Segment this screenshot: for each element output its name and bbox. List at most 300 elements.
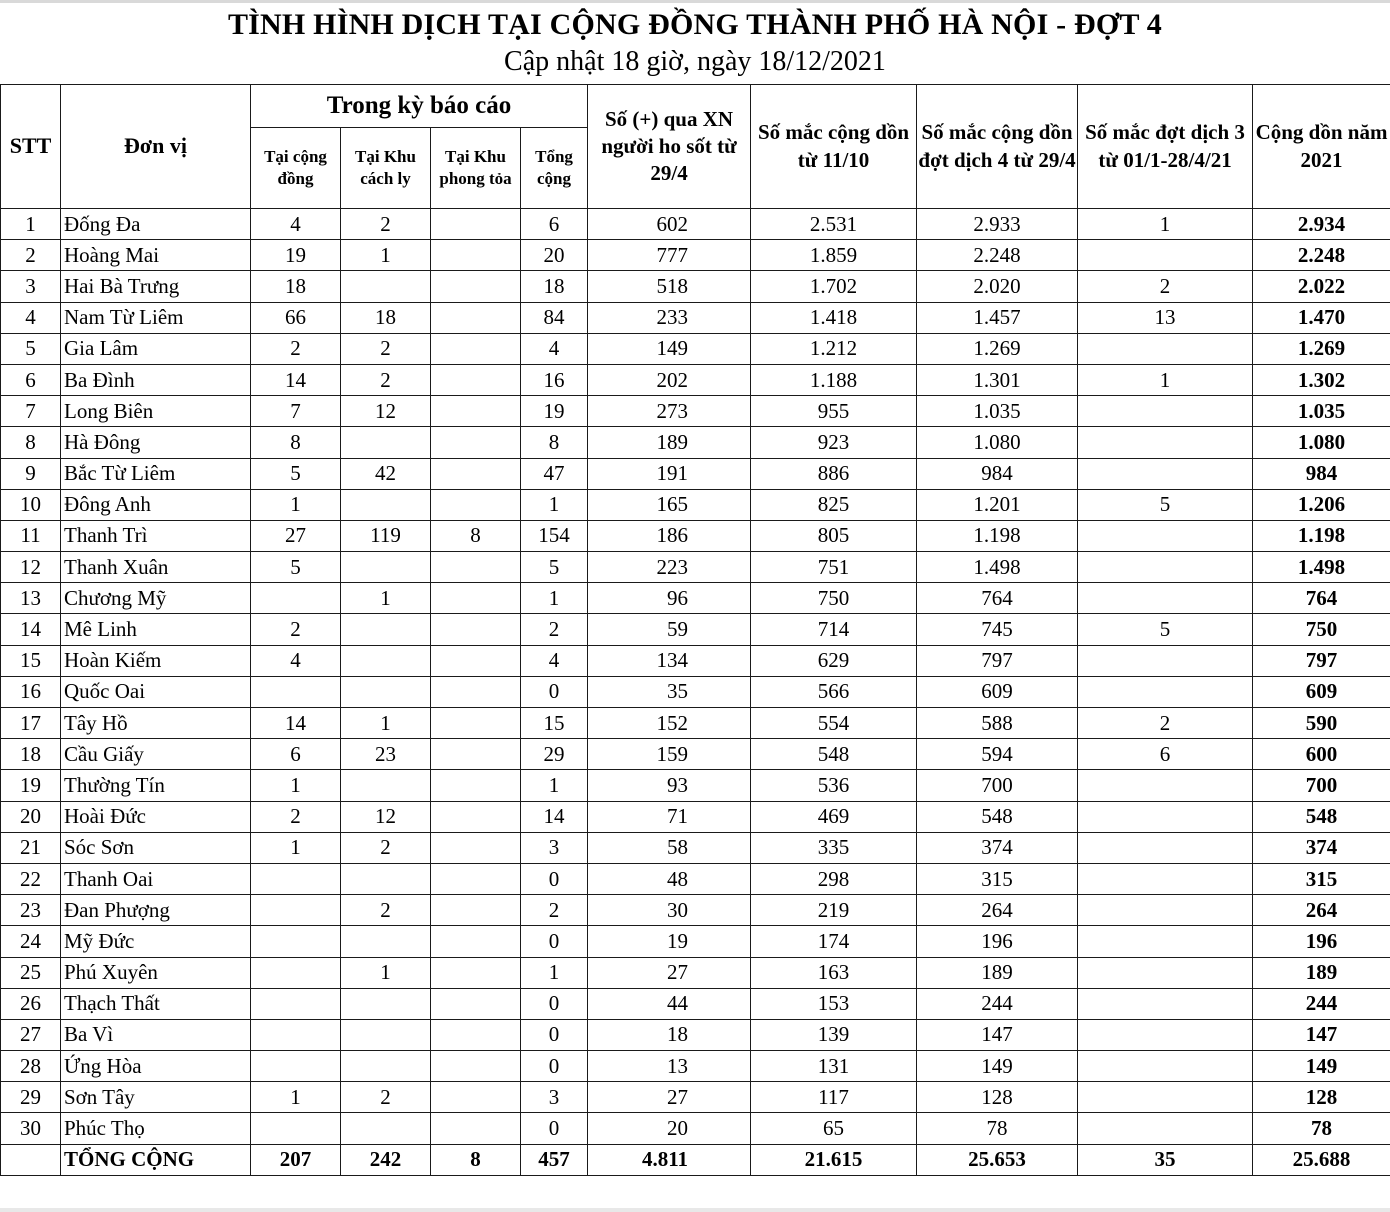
cell-tai-khu-cach-ly: 119 (341, 520, 431, 551)
cell-stt: 13 (1, 583, 61, 614)
cell-tai-khu-phong-toa (431, 926, 521, 957)
cell-stt: 29 (1, 1082, 61, 1113)
cell-cong-don-2021: 149 (1253, 1051, 1390, 1082)
cell-so-mac-dot-3 (1078, 988, 1253, 1019)
cell-tai-cong-dong: 8 (251, 427, 341, 458)
cell-tai-khu-phong-toa (431, 333, 521, 364)
cell-tai-cong-dong: 66 (251, 302, 341, 333)
cell-tai-khu-cach-ly: 12 (341, 801, 431, 832)
cell-stt: 15 (1, 645, 61, 676)
table-row (1, 1082, 1390, 1113)
header-tai-khu-phong-toa: Tại Khu phong tỏa (431, 128, 521, 209)
cell-so-mac-dot-4: 2.933 (917, 209, 1078, 240)
cell-so-duong-tinh-xn: 20 (588, 1113, 751, 1144)
table-header (1, 85, 1390, 209)
cell-tai-khu-cach-ly: 2 (341, 895, 431, 926)
cell-cong-don-2021: 2.248 (1253, 240, 1390, 271)
total-tai-cong-dong: 207 (251, 1144, 341, 1175)
cell-district-name: Đông Anh (61, 489, 251, 520)
bottom-edge (0, 1208, 1390, 1212)
header-tong-cong: Tổng cộng (521, 128, 588, 209)
table-row (1, 1051, 1390, 1082)
cell-tai-cong-dong (251, 676, 341, 707)
cell-cong-don-2021: 147 (1253, 1019, 1390, 1050)
cell-so-mac-dot-4: 264 (917, 895, 1078, 926)
cell-so-mac-dot-4: 78 (917, 1113, 1078, 1144)
cell-so-mac-dot-3 (1078, 240, 1253, 271)
cell-stt: 1 (1, 209, 61, 240)
cell-so-duong-tinh-xn: 223 (588, 552, 751, 583)
cell-tong-cong: 1 (521, 489, 588, 520)
cell-stt: 14 (1, 614, 61, 645)
cell-cong-don-2021: 609 (1253, 676, 1390, 707)
cell-so-duong-tinh-xn: 602 (588, 209, 751, 240)
cell-tong-cong: 0 (521, 1051, 588, 1082)
cell-so-mac-tu-11-10: 335 (751, 832, 917, 863)
cell-tong-cong: 1 (521, 770, 588, 801)
cell-tong-cong: 0 (521, 676, 588, 707)
cell-tai-khu-phong-toa (431, 708, 521, 739)
cell-tai-khu-phong-toa (431, 988, 521, 1019)
table-row (1, 333, 1390, 364)
table-row (1, 458, 1390, 489)
cell-tai-cong-dong: 1 (251, 1082, 341, 1113)
table-row (1, 427, 1390, 458)
cell-so-mac-dot-4: 797 (917, 645, 1078, 676)
cell-district-name: Bắc Từ Liêm (61, 458, 251, 489)
cell-so-mac-dot-3 (1078, 1051, 1253, 1082)
cell-stt: 16 (1, 676, 61, 707)
table-row (1, 271, 1390, 302)
cell-so-mac-dot-3 (1078, 863, 1253, 894)
cell-stt: 10 (1, 489, 61, 520)
cell-tai-khu-phong-toa (431, 552, 521, 583)
cell-so-mac-dot-3 (1078, 1113, 1253, 1144)
cell-so-mac-tu-11-10: 65 (751, 1113, 917, 1144)
cell-so-mac-dot-3 (1078, 583, 1253, 614)
page-title: TÌNH HÌNH DỊCH TẠI CỘNG ĐỒNG THÀNH PHỐ HÀ NỘI - ĐỢT 4 (227, 8, 1163, 41)
cell-stt: 8 (1, 427, 61, 458)
cell-so-duong-tinh-xn: 202 (588, 364, 751, 395)
table-row (1, 801, 1390, 832)
cell-tai-khu-phong-toa (431, 770, 521, 801)
cell-tai-khu-cach-ly: 23 (341, 739, 431, 770)
cell-tong-cong: 15 (521, 708, 588, 739)
table-row (1, 520, 1390, 551)
cell-so-duong-tinh-xn: 149 (588, 333, 751, 364)
cell-tong-cong: 6 (521, 209, 588, 240)
cell-so-mac-dot-4: 149 (917, 1051, 1078, 1082)
cell-cong-don-2021: 1.198 (1253, 520, 1390, 551)
cell-district-name: Thanh Oai (61, 863, 251, 894)
cell-so-mac-tu-11-10: 566 (751, 676, 917, 707)
cell-so-mac-tu-11-10: 751 (751, 552, 917, 583)
cell-tai-khu-phong-toa (431, 302, 521, 333)
cell-tai-cong-dong (251, 863, 341, 894)
cell-so-mac-dot-4: 609 (917, 676, 1078, 707)
cell-cong-don-2021: 1.470 (1253, 302, 1390, 333)
cell-cong-don-2021: 264 (1253, 895, 1390, 926)
header-trong-ky-bao-cao: Trong kỳ báo cáo (251, 85, 588, 128)
cell-tong-cong: 29 (521, 739, 588, 770)
cell-so-mac-tu-11-10: 805 (751, 520, 917, 551)
cell-tai-cong-dong: 14 (251, 708, 341, 739)
cell-so-mac-dot-4: 189 (917, 957, 1078, 988)
cell-district-name: Thạch Thất (61, 988, 251, 1019)
cell-cong-don-2021: 600 (1253, 739, 1390, 770)
cell-tong-cong: 14 (521, 801, 588, 832)
table-row (1, 302, 1390, 333)
cell-so-duong-tinh-xn: 44 (588, 988, 751, 1019)
cell-tai-khu-phong-toa (431, 957, 521, 988)
cell-tai-khu-cach-ly (341, 489, 431, 520)
cell-so-mac-dot-3 (1078, 396, 1253, 427)
cell-tai-cong-dong: 2 (251, 801, 341, 832)
cell-tai-khu-cach-ly (341, 645, 431, 676)
update-subtitle: Cập nhật 18 giờ, ngày 18/12/2021 (504, 46, 886, 77)
cell-tai-khu-cach-ly: 2 (341, 832, 431, 863)
header-so-mac-tu-11-10: Số mắc cộng dồn từ 11/10 (751, 85, 917, 209)
table-row (1, 1019, 1390, 1050)
cell-tai-khu-phong-toa (431, 583, 521, 614)
cell-cong-don-2021: 797 (1253, 645, 1390, 676)
cell-tong-cong: 0 (521, 926, 588, 957)
cell-stt: 5 (1, 333, 61, 364)
cell-so-mac-dot-4: 1.080 (917, 427, 1078, 458)
total-cong-don-2021: 25.688 (1253, 1144, 1390, 1175)
cell-so-mac-dot-4: 147 (917, 1019, 1078, 1050)
cell-so-mac-dot-3 (1078, 770, 1253, 801)
table-row (1, 676, 1390, 707)
cell-tai-khu-phong-toa (431, 676, 521, 707)
cell-so-duong-tinh-xn: 233 (588, 302, 751, 333)
cell-so-duong-tinh-xn: 19 (588, 926, 751, 957)
cell-tai-khu-phong-toa (431, 895, 521, 926)
cell-so-mac-dot-3 (1078, 957, 1253, 988)
cell-so-mac-dot-4: 315 (917, 863, 1078, 894)
cell-so-mac-dot-4: 128 (917, 1082, 1078, 1113)
cell-stt: 27 (1, 1019, 61, 1050)
cell-district-name: Hoàng Mai (61, 240, 251, 271)
cell-tai-khu-cach-ly (341, 1019, 431, 1050)
cell-so-mac-dot-4: 594 (917, 739, 1078, 770)
cell-so-mac-dot-3 (1078, 333, 1253, 364)
cell-tong-cong: 1 (521, 583, 588, 614)
table-row (1, 489, 1390, 520)
cell-tai-khu-phong-toa (431, 1082, 521, 1113)
cell-district-name: Long Biên (61, 396, 251, 427)
cell-tai-cong-dong: 4 (251, 209, 341, 240)
cell-stt: 12 (1, 552, 61, 583)
cell-so-mac-dot-4: 1.201 (917, 489, 1078, 520)
cell-tai-khu-cach-ly: 2 (341, 333, 431, 364)
cell-so-mac-dot-4: 196 (917, 926, 1078, 957)
cell-tong-cong: 2 (521, 895, 588, 926)
cell-tai-khu-cach-ly: 2 (341, 209, 431, 240)
cell-tai-cong-dong: 14 (251, 364, 341, 395)
cell-so-duong-tinh-xn: 191 (588, 458, 751, 489)
cell-so-mac-dot-3 (1078, 926, 1253, 957)
table-row (1, 739, 1390, 770)
cell-district-name: Nam Từ Liêm (61, 302, 251, 333)
cell-so-duong-tinh-xn: 159 (588, 739, 751, 770)
cell-district-name: Phú Xuyên (61, 957, 251, 988)
cell-so-duong-tinh-xn: 71 (588, 801, 751, 832)
cell-stt: 4 (1, 302, 61, 333)
table-row (1, 832, 1390, 863)
cell-stt: 2 (1, 240, 61, 271)
cell-cong-don-2021: 750 (1253, 614, 1390, 645)
cell-tai-cong-dong (251, 988, 341, 1019)
header-so-mac-dot-3: Số mắc đợt dịch 3 từ 01/1-28/4/21 (1078, 85, 1253, 209)
covid-statistics-table (0, 84, 1390, 1176)
cell-tong-cong: 154 (521, 520, 588, 551)
cell-tai-khu-phong-toa (431, 1051, 521, 1082)
table-row (1, 895, 1390, 926)
table-row (1, 583, 1390, 614)
cell-tai-khu-cach-ly (341, 1051, 431, 1082)
cell-tai-khu-cach-ly (341, 271, 431, 302)
cell-stt: 21 (1, 832, 61, 863)
cell-cong-don-2021: 196 (1253, 926, 1390, 957)
cell-cong-don-2021: 1.302 (1253, 364, 1390, 395)
cell-tong-cong: 2 (521, 614, 588, 645)
cell-so-mac-tu-11-10: 629 (751, 645, 917, 676)
cell-tai-khu-cach-ly (341, 614, 431, 645)
cell-so-mac-tu-11-10: 117 (751, 1082, 917, 1113)
cell-district-name: Quốc Oai (61, 676, 251, 707)
cell-tong-cong: 20 (521, 240, 588, 271)
cell-so-mac-dot-4: 700 (917, 770, 1078, 801)
cell-so-duong-tinh-xn: 27 (588, 957, 751, 988)
table-row (1, 364, 1390, 395)
cell-so-mac-tu-11-10: 536 (751, 770, 917, 801)
cell-tai-cong-dong (251, 1019, 341, 1050)
cell-so-mac-dot-4: 984 (917, 458, 1078, 489)
cell-tong-cong: 16 (521, 364, 588, 395)
cell-tai-khu-cach-ly (341, 552, 431, 583)
cell-tong-cong: 4 (521, 645, 588, 676)
table-row (1, 614, 1390, 645)
table-row (1, 863, 1390, 894)
cell-tai-cong-dong: 2 (251, 614, 341, 645)
cell-tai-cong-dong: 27 (251, 520, 341, 551)
cell-so-mac-dot-3 (1078, 801, 1253, 832)
cell-tai-khu-cach-ly: 1 (341, 240, 431, 271)
total-label: TỔNG CỘNG (61, 1144, 251, 1175)
total-so-mac-dot-3: 35 (1078, 1144, 1253, 1175)
total-tai-khu-phong-toa: 8 (431, 1144, 521, 1175)
cell-tong-cong: 4 (521, 333, 588, 364)
cell-so-mac-dot-4: 1.269 (917, 333, 1078, 364)
cell-so-mac-tu-11-10: 298 (751, 863, 917, 894)
cell-tai-khu-phong-toa (431, 739, 521, 770)
cell-tai-khu-cach-ly: 1 (341, 583, 431, 614)
cell-tai-khu-cach-ly (341, 770, 431, 801)
cell-cong-don-2021: 984 (1253, 458, 1390, 489)
cell-tong-cong: 0 (521, 863, 588, 894)
cell-stt: 23 (1, 895, 61, 926)
cell-district-name: Sóc Sơn (61, 832, 251, 863)
cell-district-name: Hai Bà Trưng (61, 271, 251, 302)
cell-so-duong-tinh-xn: 59 (588, 614, 751, 645)
cell-so-mac-dot-3: 13 (1078, 302, 1253, 333)
cell-tai-khu-cach-ly (341, 427, 431, 458)
cell-tai-khu-cach-ly: 2 (341, 364, 431, 395)
cell-so-mac-dot-3 (1078, 552, 1253, 583)
top-edge (0, 0, 1390, 3)
cell-so-duong-tinh-xn: 48 (588, 863, 751, 894)
cell-so-duong-tinh-xn: 30 (588, 895, 751, 926)
cell-tai-cong-dong: 19 (251, 240, 341, 271)
cell-tai-cong-dong (251, 957, 341, 988)
cell-so-mac-dot-3 (1078, 458, 1253, 489)
cell-so-mac-tu-11-10: 1.188 (751, 364, 917, 395)
cell-tong-cong: 5 (521, 552, 588, 583)
cell-so-duong-tinh-xn: 58 (588, 832, 751, 863)
cell-tai-cong-dong (251, 1051, 341, 1082)
cell-so-mac-dot-4: 1.498 (917, 552, 1078, 583)
cell-tong-cong: 8 (521, 427, 588, 458)
header-don-vi: Đơn vị (61, 85, 251, 209)
cell-so-mac-tu-11-10: 714 (751, 614, 917, 645)
cell-district-name: Mê Linh (61, 614, 251, 645)
cell-so-mac-tu-11-10: 548 (751, 739, 917, 770)
cell-so-mac-tu-11-10: 1.702 (751, 271, 917, 302)
cell-so-mac-dot-4: 244 (917, 988, 1078, 1019)
cell-tong-cong: 18 (521, 271, 588, 302)
total-stt (1, 1144, 61, 1175)
cell-tai-khu-phong-toa (431, 1113, 521, 1144)
cell-so-duong-tinh-xn: 152 (588, 708, 751, 739)
cell-so-mac-dot-3: 5 (1078, 489, 1253, 520)
cell-so-duong-tinh-xn: 777 (588, 240, 751, 271)
cell-tong-cong: 1 (521, 957, 588, 988)
cell-stt: 22 (1, 863, 61, 894)
cell-tai-khu-cach-ly (341, 676, 431, 707)
cell-district-name: Thanh Xuân (61, 552, 251, 583)
cell-cong-don-2021: 189 (1253, 957, 1390, 988)
cell-tai-khu-phong-toa (431, 271, 521, 302)
cell-tai-cong-dong: 1 (251, 770, 341, 801)
cell-stt: 9 (1, 458, 61, 489)
cell-cong-don-2021: 315 (1253, 863, 1390, 894)
cell-tai-khu-cach-ly: 2 (341, 1082, 431, 1113)
table-row (1, 645, 1390, 676)
cell-so-mac-tu-11-10: 1.859 (751, 240, 917, 271)
cell-cong-don-2021: 700 (1253, 770, 1390, 801)
cell-so-mac-dot-3: 1 (1078, 209, 1253, 240)
cell-tong-cong: 3 (521, 832, 588, 863)
cell-stt: 7 (1, 396, 61, 427)
cell-district-name: Cầu Giấy (61, 739, 251, 770)
cell-stt: 18 (1, 739, 61, 770)
cell-so-mac-tu-11-10: 750 (751, 583, 917, 614)
cell-tong-cong: 84 (521, 302, 588, 333)
cell-tai-cong-dong (251, 926, 341, 957)
cell-tai-cong-dong: 6 (251, 739, 341, 770)
cell-so-duong-tinh-xn: 134 (588, 645, 751, 676)
cell-stt: 24 (1, 926, 61, 957)
cell-stt: 6 (1, 364, 61, 395)
cell-tong-cong: 0 (521, 1019, 588, 1050)
cell-tai-khu-cach-ly: 1 (341, 957, 431, 988)
cell-so-mac-tu-11-10: 923 (751, 427, 917, 458)
cell-so-duong-tinh-xn: 518 (588, 271, 751, 302)
cell-tai-khu-phong-toa: 8 (431, 520, 521, 551)
cell-so-mac-dot-4: 745 (917, 614, 1078, 645)
cell-cong-don-2021: 1.269 (1253, 333, 1390, 364)
cell-so-mac-tu-11-10: 174 (751, 926, 917, 957)
cell-cong-don-2021: 764 (1253, 583, 1390, 614)
cell-tai-khu-phong-toa (431, 240, 521, 271)
cell-so-mac-dot-3: 1 (1078, 364, 1253, 395)
cell-district-name: Gia Lâm (61, 333, 251, 364)
cell-so-mac-tu-11-10: 955 (751, 396, 917, 427)
cell-tai-cong-dong (251, 583, 341, 614)
cell-tai-khu-cach-ly (341, 1113, 431, 1144)
cell-so-mac-tu-11-10: 163 (751, 957, 917, 988)
table-row (1, 988, 1390, 1019)
cell-district-name: Hoài Đức (61, 801, 251, 832)
cell-so-mac-dot-4: 1.457 (917, 302, 1078, 333)
cell-tai-khu-phong-toa (431, 396, 521, 427)
cell-so-mac-dot-4: 2.248 (917, 240, 1078, 271)
cell-tai-cong-dong: 1 (251, 489, 341, 520)
header-so-mac-dot-4: Số mắc cộng dồn đợt dịch 4 từ 29/4 (917, 85, 1078, 209)
table-row (1, 1113, 1390, 1144)
cell-tai-cong-dong: 1 (251, 832, 341, 863)
cell-cong-don-2021: 590 (1253, 708, 1390, 739)
cell-so-duong-tinh-xn: 18 (588, 1019, 751, 1050)
table-row (1, 708, 1390, 739)
cell-stt: 17 (1, 708, 61, 739)
header-cong-don-2021: Cộng dồn năm 2021 (1253, 85, 1390, 209)
cell-tai-cong-dong: 2 (251, 333, 341, 364)
cell-cong-don-2021: 2.022 (1253, 271, 1390, 302)
cell-tai-khu-cach-ly (341, 988, 431, 1019)
cell-so-mac-tu-11-10: 219 (751, 895, 917, 926)
cell-so-mac-dot-4: 1.301 (917, 364, 1078, 395)
cell-so-duong-tinh-xn: 13 (588, 1051, 751, 1082)
cell-cong-don-2021: 2.934 (1253, 209, 1390, 240)
cell-district-name: Mỹ Đức (61, 926, 251, 957)
cell-cong-don-2021: 244 (1253, 988, 1390, 1019)
total-tong-cong: 457 (521, 1144, 588, 1175)
cell-tai-khu-cach-ly (341, 926, 431, 957)
cell-district-name: Đống Đa (61, 209, 251, 240)
cell-so-mac-dot-3: 5 (1078, 614, 1253, 645)
cell-tai-cong-dong (251, 895, 341, 926)
cell-tai-khu-phong-toa (431, 1019, 521, 1050)
cell-cong-don-2021: 1.498 (1253, 552, 1390, 583)
cell-so-mac-dot-3 (1078, 427, 1253, 458)
cell-stt: 19 (1, 770, 61, 801)
cell-district-name: Ứng Hòa (61, 1051, 251, 1082)
cell-so-duong-tinh-xn: 27 (588, 1082, 751, 1113)
cell-so-mac-dot-4: 1.035 (917, 396, 1078, 427)
cell-so-mac-dot-3 (1078, 1019, 1253, 1050)
cell-so-mac-dot-3 (1078, 895, 1253, 926)
table-row (1, 209, 1390, 240)
cell-cong-don-2021: 1.035 (1253, 396, 1390, 427)
cell-tai-khu-phong-toa (431, 832, 521, 863)
cell-district-name: Thanh Trì (61, 520, 251, 551)
cell-so-mac-tu-11-10: 139 (751, 1019, 917, 1050)
cell-tai-khu-cach-ly: 1 (341, 708, 431, 739)
cell-tai-cong-dong: 5 (251, 458, 341, 489)
table-row (1, 770, 1390, 801)
